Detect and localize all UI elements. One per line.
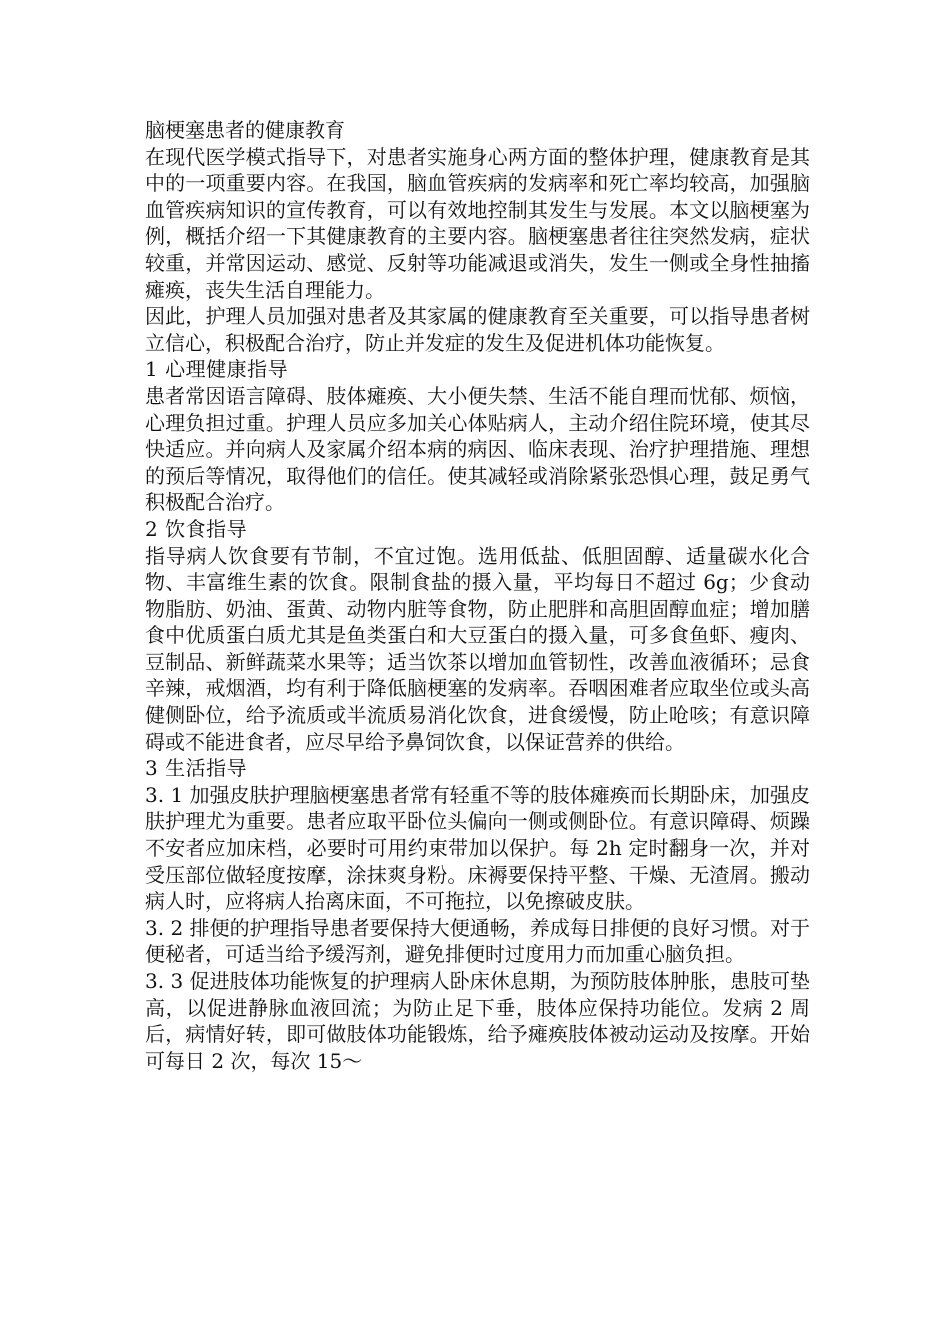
section-heading-life: 3 生活指导 — [145, 756, 248, 781]
document-body — [145, 117, 810, 1074]
document-title: 脑梗塞患者的健康教育 — [145, 118, 345, 142]
importance-paragraph: 因此，护理人员加强对患者及其家属的健康教育至关重要，可以指导患者树立信心，积极配合治疗，防止并发症的发生及促进机体功能恢复。 — [145, 304, 810, 355]
diet-paragraph: 指导病人饮食要有节制，不宜过饱。选用低盐、低胆固醇、适量碳水化合物、丰富维生素的饮食。限制食盐的摄入量，平均每日不超过 6g；少食动物脂肪、奶油、蛋黄、动物内脏等食物，防止肥胖和高胆固醇血症；增加膳食中优质蛋白质尤其是鱼类蛋白和大豆蛋白的摄入量，可多食鱼虾、瘦肉、豆制品、新鲜蔬菜水果等；适当饮茶以增加血管韧性，改善血液循环；忌食辛辣，戒烟酒，均有利于降低脑梗塞的发病率。吞咽困难者应取坐位或头高健侧卧位，给予流质或半流质易消化饮食，进食缓慢，防止呛咳；有意识障碍或不能进食者，应尽早给予鼻饲饮食，以保证营养的供给。 — [145, 543, 810, 754]
bowel-care-paragraph: 3. 2 排便的护理指导患者要保持大便通畅，养成每日排便的良好习惯。对于便秘者，可适当给予缓泻剂，避免排便时过度用力而加重心脑负担。 — [145, 915, 810, 967]
section-heading-psychological: 1 心理健康指导 — [145, 357, 289, 382]
limb-recovery-paragraph: 3. 3 促进肢体功能恢复的护理病人卧床休息期，为预防肢体肿胀，患肢可垫高，以促进静脉血液回流；为防止足下垂，肢体应保持功能位。发病 2 周后，病情好转，即可做肢体功能锻炼，给予瘫痪肢体被动运动及按摩。开始可每日 2 次，每次 15～ — [145, 969, 810, 1073]
skin-care-paragraph: 3. 1 加强皮肤护理脑梗塞患者常有轻重不等的肢体瘫痪而长期卧床，加强皮肤护理尤为重要。患者应取平卧位头偏向一侧或侧卧位。有意识障碍、烦躁不安者应加床档，必要时可用约束带加以保护。每 2h 定时翻身一次，并对受压部位做轻度按摩，涂抹爽身粉。床褥要保持平整、干燥、无渣屑。搬动病人时，应将病人抬离床面，不可拖拉，以免擦破皮肤。 — [145, 782, 810, 914]
section-heading-diet: 2 饮食指导 — [145, 516, 248, 541]
intro-paragraph: 在现代医学模式指导下，对患者实施身心两方面的整体护理，健康教育是其中的一项重要内容。在我国，脑血管疾病的发病率和死亡率均较高，加强脑血管疾病知识的宣传教育，可以有效地控制其发生与发展。本文以脑梗塞为例，概括介绍一下其健康教育的主要内容。脑梗塞患者往往突然发病，症状较重，并常因运动、感觉、反射等功能减退或消失，发生一侧或全身性抽搐瘫痪，丧失生活自理能力。 — [145, 144, 810, 302]
psychological-paragraph: 患者常因语言障碍、肢体瘫痪、大小便失禁、生活不能自理而忧郁、烦恼，心理负担过重。护理人员应多加关心体贴病人，主动介绍住院环境，使其尽快适应。并向病人及家属介绍本病的病因、临床表现、治疗护理措施、理想的预后等情况，取得他们的信任。使其减轻或消除紧张恐惧心理，鼓足勇气积极配合治疗。 — [145, 383, 810, 515]
